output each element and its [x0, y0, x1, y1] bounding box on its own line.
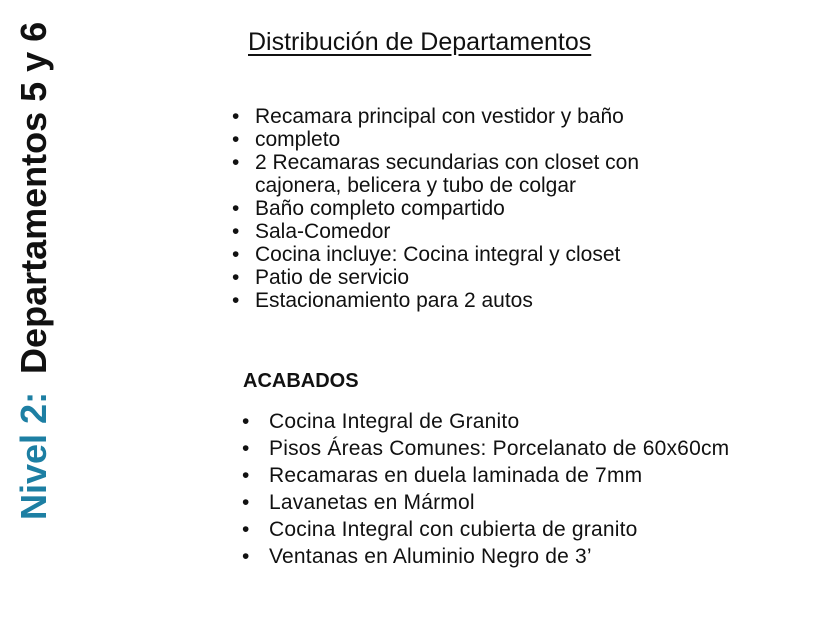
bullet-icon: •	[232, 266, 240, 289]
bullet-icon: •	[242, 410, 250, 433]
finishes-list	[240, 408, 800, 570]
list-item-text: Sala-Comedor	[255, 220, 391, 243]
list-item	[232, 151, 792, 174]
list-item-text: 2 Recamaras secundarias con closet con	[255, 151, 640, 174]
bullet-icon: •	[232, 128, 240, 151]
list-item-text: Recamaras en duela laminada de 7mm	[269, 464, 643, 487]
list-item	[240, 489, 800, 516]
bullet-icon: •	[242, 545, 250, 568]
list-item-text: Lavanetas en Mármol	[269, 491, 475, 514]
list-item	[240, 435, 800, 462]
list-item	[232, 105, 792, 128]
list-item-text: Recamara principal con vestidor y baño	[255, 105, 624, 128]
bullet-icon: •	[232, 105, 240, 128]
list-item-text: Cocina incluye: Cocina integral y closet	[255, 243, 621, 266]
list-item	[232, 289, 792, 312]
list-item	[232, 197, 792, 220]
list-item	[240, 462, 800, 489]
page-title: Distribución de Departamentos	[248, 28, 592, 56]
list-item-text: Pisos Áreas Comunes: Porcelanato de 60x60cm	[269, 437, 730, 460]
vertical-title-partial: Nivel 2:	[13, 391, 54, 520]
finishes-heading: ACABADOS	[243, 370, 359, 392]
list-item	[232, 243, 792, 266]
list-item-text: Estacionamiento para 2 autos	[255, 289, 533, 312]
list-item	[232, 266, 792, 289]
list-item	[240, 408, 800, 435]
list-item	[232, 174, 792, 197]
list-item	[232, 220, 792, 243]
bullet-icon: •	[232, 243, 240, 266]
bullet-icon: •	[242, 491, 250, 514]
list-item	[240, 543, 800, 570]
list-item-text: Cocina Integral de Granito	[269, 410, 520, 433]
list-item	[232, 128, 792, 151]
list-item-text: Baño completo compartido	[255, 197, 505, 220]
vertical-title-area	[0, 0, 70, 630]
vertical-title	[12, 22, 56, 520]
list-item-text: Ventanas en Aluminio Negro de 3’	[269, 545, 592, 568]
bullet-icon: •	[242, 464, 250, 487]
list-item-text: Cocina Integral con cubierta de granito	[269, 518, 638, 541]
list-item-text: completo	[255, 128, 341, 151]
bullet-icon: •	[232, 151, 240, 174]
bullet-icon: •	[232, 197, 240, 220]
list-item-text: Patio de servicio	[255, 266, 410, 289]
list-item	[240, 516, 800, 543]
bullet-icon: •	[232, 220, 240, 243]
bullet-icon: •	[232, 289, 240, 312]
list-item-text: cajonera, belicera y tubo de colgar	[255, 174, 577, 197]
bullet-icon: •	[242, 518, 250, 541]
bullet-icon: •	[242, 437, 250, 460]
features-list	[232, 105, 792, 312]
vertical-title-text: Departamentos 5 y 6	[13, 21, 54, 374]
